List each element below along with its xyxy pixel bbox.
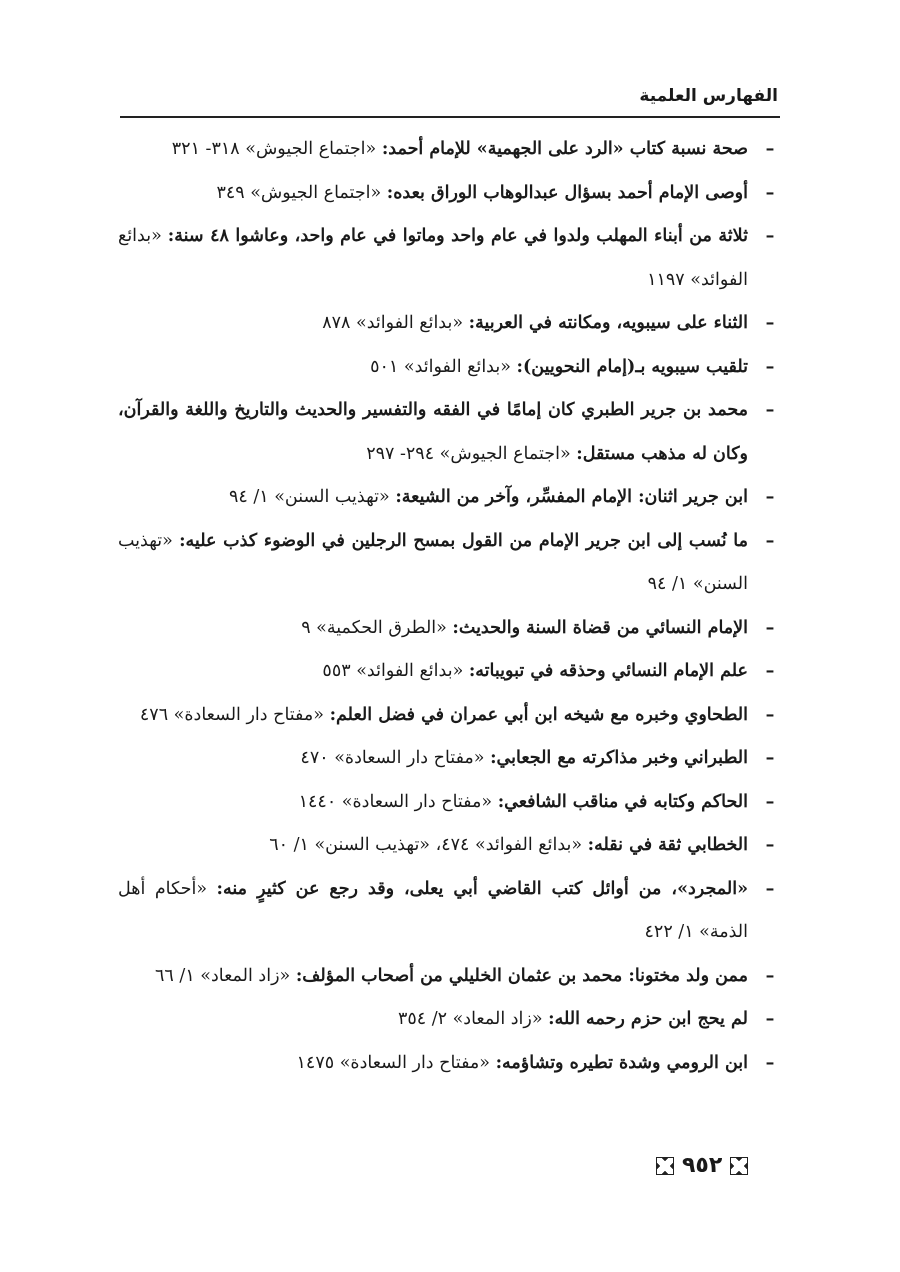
entry-dash: – [765, 748, 775, 768]
entry-reference: «تهذيب السنن» ١/ ٩٤ [228, 487, 396, 507]
entry-dash: – [765, 661, 775, 681]
index-entry [118, 824, 778, 868]
index-entry [118, 172, 778, 216]
entry-dash: – [765, 791, 775, 812]
page-footer [656, 1153, 748, 1178]
index-entry [118, 998, 778, 1042]
entry-topic: «المجرد»، من أوائل كتب القاضي أبي يعلى، وقد رجع عن كثيرٍ منه: [216, 878, 749, 899]
index-entry [118, 1042, 778, 1086]
entry-reference: «مفتاح دار السعادة» ١٤٤٠ [298, 791, 498, 812]
entry-reference: «زاد المعاد» ٢/ ٣٥٤ [397, 1009, 549, 1029]
entry-reference: «بدائع الفوائد» ٥٥٣ [322, 661, 469, 681]
entry-reference: «اجتماع الجيوش» ٣٤٩ [216, 182, 387, 203]
entry-topic: تلقيب سيبويه بـ(إمام النحويين): [516, 356, 748, 377]
index-entry [118, 520, 778, 607]
entry-reference: «مفتاح دار السعادة» ١٤٧٥ [296, 1052, 496, 1073]
index-entry [118, 389, 778, 476]
entry-topic: ابن الرومي وشدة تطيره وتشاؤمه: [495, 1052, 748, 1073]
entry-reference: «أحكام أهل الذمة» ١/ ٤٢٢ [118, 878, 748, 942]
entry-topic: ما نُسب إلى ابن جرير الإمام من القول بمسح الرجلين في الوضوء كذب عليه: [179, 530, 749, 551]
entry-dash: – [765, 617, 775, 638]
entry-topic: علم الإمام النسائي وحذقه في تبويباته: [468, 661, 748, 681]
entry-reference: «بدائع الفوائد» ١١٩٧ [118, 226, 748, 290]
entry-topic: الإمام النسائي من قضاة السنة والحديث: [452, 617, 748, 638]
index-entry [118, 215, 778, 302]
entry-reference: «الطرق الحكمية» ٩ [301, 617, 453, 638]
index-entry [118, 694, 778, 738]
entry-topic: ثلاثة من أبناء المهلب ولدوا في عام واحد وماتوا في عام واحد، وعاشوا ٤٨ سنة: [167, 226, 748, 246]
entry-reference: «بدائع الفوائد» ٥٠١ [370, 356, 517, 377]
ornament-right-icon [730, 1157, 748, 1175]
index-entry [118, 650, 778, 694]
entry-reference: «اجتماع الجيوش» ٣١٨- ٣٢١ [171, 139, 382, 159]
entry-topic: الحاكم وكتابه في مناقب الشافعي: [497, 791, 748, 812]
entry-topic: أوصى الإمام أحمد بسؤال عبدالوهاب الوراق بعده: [386, 182, 748, 203]
entry-reference: «مفتاح دار السعادة» ٤٧٠ [300, 748, 491, 768]
entry-dash: – [765, 1009, 775, 1029]
entry-dash: – [765, 965, 775, 986]
index-entry-list [118, 128, 778, 1085]
entry-dash: – [765, 226, 775, 246]
index-entry [118, 128, 778, 172]
entry-dash: – [765, 487, 775, 507]
entry-topic: لم يحج ابن حزم رحمه الله: [548, 1009, 748, 1029]
entry-dash: – [765, 835, 775, 855]
running-header-title: الفهارس العلمية [639, 86, 778, 106]
index-entry [118, 737, 778, 781]
entry-reference: «مفتاح دار السعادة» ٤٧٦ [139, 704, 330, 725]
entry-reference: «تهذيب السنن» ١/ ٩٤ [118, 530, 748, 594]
entry-topic: الخطابي ثقة في نقله: [587, 835, 748, 855]
entry-topic: الطحاوي وخبره مع شيخه ابن أبي عمران في فضل العلم: [329, 704, 748, 725]
entry-topic: الطبراني وخبر مذاكرته مع الجعابي: [490, 748, 748, 768]
index-entry [118, 346, 778, 390]
entry-topic: محمد بن جرير الطبري كان إمامًا في الفقه والتفسير والحديث والتاريخ واللغة والقرآن، وكان له مذهب مستقل: [118, 400, 748, 464]
entry-dash: – [765, 878, 775, 899]
page-number: ٩٥٢ [682, 1153, 723, 1178]
header-rule [120, 116, 780, 118]
entry-dash: – [765, 356, 775, 377]
entry-reference: «بدائع الفوائد» ٤٧٤، «تهذيب السنن» ١/ ٦٠ [269, 835, 588, 855]
entry-dash: – [765, 182, 775, 203]
entry-dash: – [765, 400, 775, 420]
entry-dash: – [765, 530, 775, 551]
entry-dash: – [765, 139, 775, 159]
entry-dash: – [765, 1052, 775, 1073]
entry-dash: – [765, 704, 775, 725]
index-entry [118, 476, 778, 520]
entry-dash: – [765, 313, 775, 333]
entry-topic: ممن ولد مختونا: محمد بن عثمان الخليلي من أصحاب المؤلف: [295, 965, 748, 986]
ornament-left-icon [656, 1157, 674, 1175]
index-entry [118, 781, 778, 825]
entry-topic: صحة نسبة كتاب «الرد على الجهمية» للإمام أحمد: [381, 139, 748, 159]
entry-reference: «زاد المعاد» ١/ ٦٦ [155, 965, 296, 986]
entry-reference: «اجتماع الجيوش» ٢٩٤- ٢٩٧ [366, 443, 577, 464]
index-entry [118, 955, 778, 999]
entry-reference: «بدائع الفوائد» ٨٧٨ [322, 313, 469, 333]
entry-topic: ابن جرير اثنان: الإمام المفسِّر، وآخر من الشيعة: [395, 487, 748, 507]
index-entry [118, 302, 778, 346]
index-entry [118, 868, 778, 955]
entry-topic: الثناء على سيبويه، ومكانته في العربية: [468, 313, 748, 333]
index-entry [118, 607, 778, 651]
